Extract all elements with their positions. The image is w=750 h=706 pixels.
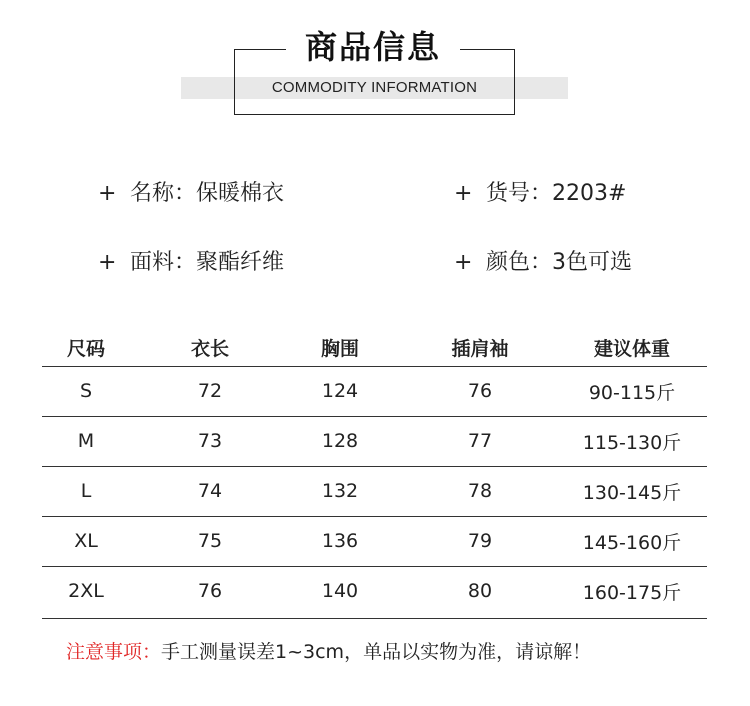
info-name-text: 名称：保暖棉衣: [130, 181, 285, 206]
table-cell: XL: [74, 530, 98, 552]
table-header-cell: 胸围: [320, 337, 359, 360]
table-cell: 76: [197, 580, 223, 602]
page-subtitle: COMMODITY INFORMATION: [271, 79, 478, 96]
table-cell: 145-160斤: [582, 531, 682, 554]
page-title: 商品信息: [304, 28, 441, 66]
table-cell: 124: [321, 380, 359, 402]
table-cell: 79: [467, 530, 493, 552]
table-cell: S: [79, 380, 93, 402]
info-color-text: 颜色：3色可选: [486, 250, 632, 275]
table-divider: [42, 618, 707, 619]
info-item-fabric: [98, 245, 284, 276]
table-cell: 140: [321, 580, 359, 602]
table-header-cell: 插肩袖: [451, 337, 509, 360]
info-item-name: [98, 176, 284, 207]
note-text: 手工测量误差1~3cm，单品以实物为准，请谅解！: [161, 641, 592, 663]
note-label: 注意事项：: [66, 641, 162, 663]
info-item-color: [454, 245, 632, 276]
header-frame-line: [514, 49, 515, 115]
table-header-cell: 衣长: [190, 337, 229, 360]
table-cell: L: [80, 480, 92, 502]
table-row: [42, 366, 707, 416]
table-cell: 132: [321, 480, 359, 502]
table-cell: 74: [197, 480, 223, 502]
table-row: [42, 516, 707, 566]
measurement-note: [66, 637, 591, 664]
info-item-number: [454, 176, 626, 207]
table-cell: 160-175斤: [582, 581, 682, 604]
table-header-cell: 建议体重: [593, 337, 670, 360]
table-cell: 72: [197, 380, 223, 402]
table-cell: 77: [467, 430, 493, 452]
table-cell: 78: [467, 480, 493, 502]
table-header-cell: 尺码: [66, 337, 105, 360]
table-row: [42, 466, 707, 516]
header-frame-line: [234, 49, 286, 50]
plus-icon: +: [454, 250, 473, 275]
table-row: [42, 416, 707, 466]
table-cell: 2XL: [68, 580, 104, 602]
table-cell: 80: [467, 580, 493, 602]
header-frame-line: [234, 114, 515, 115]
table-row: [42, 566, 707, 616]
info-number-text: 货号：2203#: [486, 181, 627, 206]
table-cell: 73: [197, 430, 223, 452]
plus-icon: +: [454, 181, 473, 206]
table-cell: 115-130斤: [582, 431, 682, 454]
table-cell: 128: [321, 430, 359, 452]
table-cell: M: [77, 430, 95, 452]
plus-icon: +: [98, 250, 117, 275]
table-cell: 136: [321, 530, 359, 552]
table-cell: 75: [197, 530, 223, 552]
table-header-row: [42, 328, 707, 366]
table-cell: 90-115斤: [588, 381, 676, 404]
header-frame-line: [460, 49, 515, 50]
info-fabric-text: 面料：聚酯纤维: [130, 250, 285, 275]
table-cell: 76: [467, 380, 493, 402]
size-table: [42, 328, 707, 616]
plus-icon: +: [98, 181, 117, 206]
table-cell: 130-145斤: [582, 481, 682, 504]
